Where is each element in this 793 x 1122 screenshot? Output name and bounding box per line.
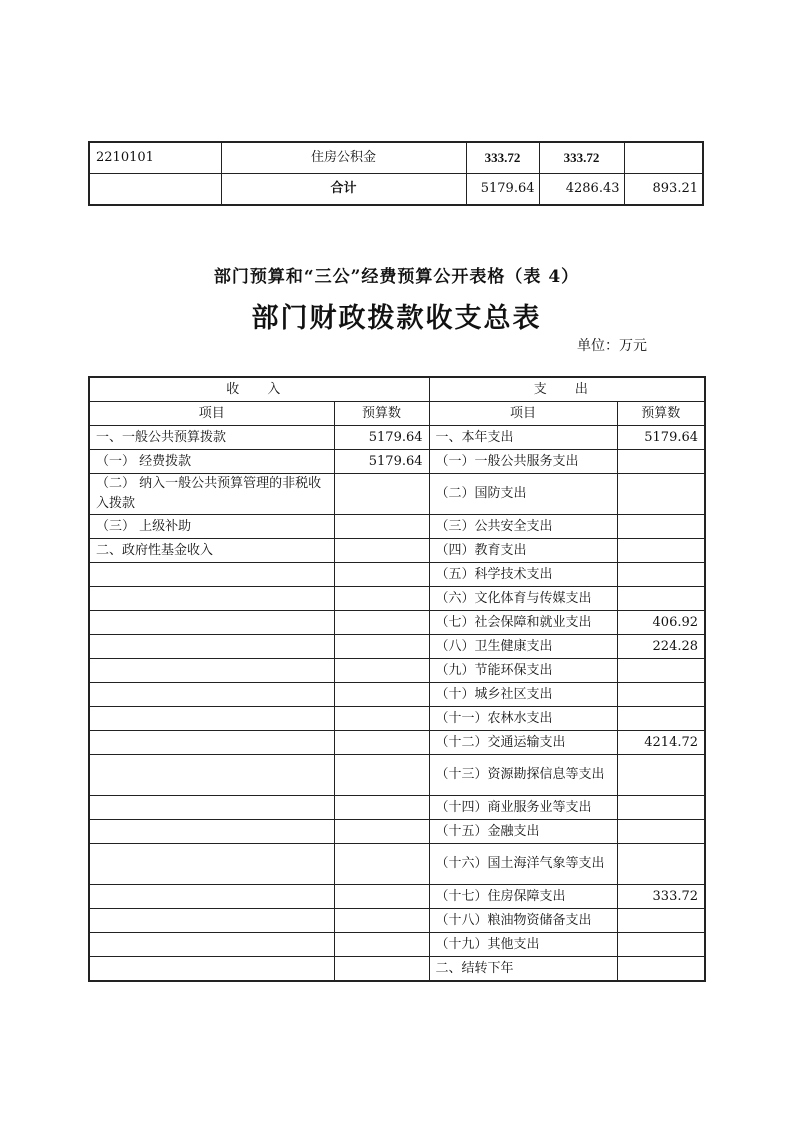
expense-value [617, 844, 705, 885]
income-value [334, 957, 429, 982]
income-value [334, 796, 429, 820]
income-item [89, 611, 334, 635]
expense-budget-header: 预算数 [617, 402, 705, 426]
income-item: （二） 纳入一般公共预算管理的非税收入拨款 [89, 474, 334, 515]
income-item [89, 755, 334, 796]
expense-item: （一）一般公共服务支出 [429, 450, 617, 474]
expense-item: （十四）商业服务业等支出 [429, 796, 617, 820]
table-row [89, 515, 705, 539]
income-item [89, 635, 334, 659]
table-row [89, 957, 705, 982]
expense-item: （五）科学技术支出 [429, 563, 617, 587]
expense-item: （十三）资源勘探信息等支出 [429, 755, 617, 796]
table-row [89, 885, 705, 909]
income-value: 5179.64 [334, 426, 429, 450]
income-value [334, 474, 429, 515]
expense-item: （二）国防支出 [429, 474, 617, 515]
table-row [89, 844, 705, 885]
table-row [89, 426, 705, 450]
expense-item: （十）城乡社区支出 [429, 683, 617, 707]
income-item [89, 587, 334, 611]
table-row [89, 563, 705, 587]
table-row [89, 820, 705, 844]
income-value [334, 885, 429, 909]
expense-value [617, 820, 705, 844]
basic-value: 4286.43 [539, 174, 624, 206]
expense-value [617, 587, 705, 611]
table-row [89, 796, 705, 820]
income-value [334, 635, 429, 659]
expense-value [617, 933, 705, 957]
total-value: 333.72 [466, 142, 539, 174]
income-value [334, 683, 429, 707]
income-item [89, 659, 334, 683]
income-item: 一、一般公共预算拨款 [89, 426, 334, 450]
income-item [89, 731, 334, 755]
expense-value [617, 755, 705, 796]
table-row [89, 587, 705, 611]
expense-item: （四）教育支出 [429, 539, 617, 563]
total-row [89, 174, 703, 206]
income-value [334, 659, 429, 683]
expense-value [617, 474, 705, 515]
income-value [334, 909, 429, 933]
table-row [89, 635, 705, 659]
table-row [89, 755, 705, 796]
expense-item: （七）社会保障和就业支出 [429, 611, 617, 635]
total-label: 合计 [221, 174, 466, 206]
income-item [89, 683, 334, 707]
income-value [334, 755, 429, 796]
table-row [89, 450, 705, 474]
expense-value: 406.92 [617, 611, 705, 635]
table-row [89, 474, 705, 515]
table-row [89, 539, 705, 563]
table-row [89, 933, 705, 957]
expense-value [617, 957, 705, 982]
income-item [89, 563, 334, 587]
income-item [89, 707, 334, 731]
expense-value: 333.72 [617, 885, 705, 909]
table-row [89, 611, 705, 635]
income-value: 5179.64 [334, 450, 429, 474]
column-header-row [89, 402, 705, 426]
income-item-header: 项目 [89, 402, 334, 426]
expense-value [617, 450, 705, 474]
expense-item: （十一）农林水支出 [429, 707, 617, 731]
income-item [89, 885, 334, 909]
expense-item: （八）卫生健康支出 [429, 635, 617, 659]
expense-item: （十六）国土海洋气象等支出 [429, 844, 617, 885]
expense-item: （十七）住房保障支出 [429, 885, 617, 909]
income-item [89, 909, 334, 933]
table-row [89, 659, 705, 683]
income-value [334, 611, 429, 635]
income-item [89, 796, 334, 820]
table-row [89, 142, 703, 174]
table-row [89, 707, 705, 731]
expense-item: 一、本年支出 [429, 426, 617, 450]
account-code: 2210101 [89, 142, 221, 174]
income-budget-header: 预算数 [334, 402, 429, 426]
income-item [89, 844, 334, 885]
income-value [334, 563, 429, 587]
expense-item: （九）节能环保支出 [429, 659, 617, 683]
table-body [89, 426, 705, 982]
income-value [334, 731, 429, 755]
project-value: 893.21 [624, 174, 703, 206]
income-value [334, 707, 429, 731]
account-name: 住房公积金 [221, 142, 466, 174]
document-subtitle: 部门预算和“三公”经费预算公开表格（表 4） [213, 267, 580, 287]
expense-item: （十五）金融支出 [429, 820, 617, 844]
expense-value: 4214.72 [617, 731, 705, 755]
expense-item-header: 项目 [429, 402, 617, 426]
fiscal-allocation-table [88, 376, 706, 982]
expense-item: （十九）其他支出 [429, 933, 617, 957]
expense-value [617, 515, 705, 539]
table-row [89, 731, 705, 755]
income-item: （三） 上级补助 [89, 515, 334, 539]
expense-value [617, 707, 705, 731]
expense-item: 二、结转下年 [429, 957, 617, 982]
expense-value [617, 683, 705, 707]
table-row [89, 683, 705, 707]
expense-item: （三）公共安全支出 [429, 515, 617, 539]
income-item [89, 957, 334, 982]
income-value [334, 515, 429, 539]
page-title: 部门财政拨款收支总表 [251, 303, 542, 334]
section-header-row [89, 377, 705, 402]
expense-item: （六）文化体育与传媒支出 [429, 587, 617, 611]
income-value [334, 933, 429, 957]
income-value [334, 844, 429, 885]
expense-value [617, 563, 705, 587]
expense-value [617, 539, 705, 563]
project-value [624, 142, 703, 174]
expense-value [617, 796, 705, 820]
income-value [334, 539, 429, 563]
expense-header: 支 出 [429, 377, 705, 402]
income-header: 收 入 [89, 377, 429, 402]
income-item [89, 933, 334, 957]
table-row [89, 909, 705, 933]
expense-item: （十二）交通运输支出 [429, 731, 617, 755]
expense-item: （十八）粮油物资储备支出 [429, 909, 617, 933]
expense-value: 224.28 [617, 635, 705, 659]
income-item: （一） 经费拨款 [89, 450, 334, 474]
expense-value [617, 659, 705, 683]
expense-value: 5179.64 [617, 426, 705, 450]
income-value [334, 587, 429, 611]
unit-label: 单位：万元 [577, 338, 647, 354]
expenditure-summary-table [88, 141, 704, 206]
expense-value [617, 909, 705, 933]
income-item [89, 820, 334, 844]
total-value: 5179.64 [466, 174, 539, 206]
basic-value: 333.72 [539, 142, 624, 174]
income-item: 二、政府性基金收入 [89, 539, 334, 563]
income-value [334, 820, 429, 844]
account-code [89, 174, 221, 206]
